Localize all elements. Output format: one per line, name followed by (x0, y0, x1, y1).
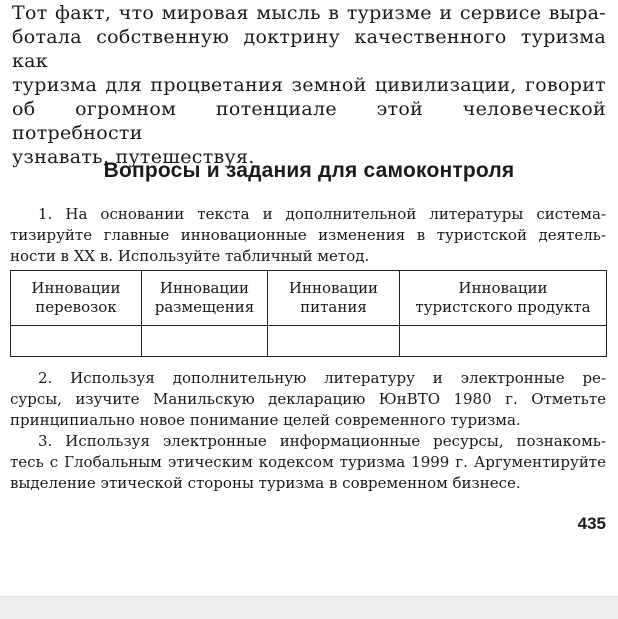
table-header-cell (268, 271, 400, 326)
table-header-row (11, 271, 607, 326)
intro-line: об огромном потенциале этой человеческой потребности (12, 98, 606, 144)
task-1 (10, 204, 606, 267)
task-line: принципиально новое понимание целей современного туризма. (10, 411, 521, 429)
section-heading: Вопросы и задания для самоконтроля (103, 159, 515, 182)
table-cell (400, 326, 607, 357)
page-number: 435 (577, 514, 606, 533)
header-text: питания (300, 298, 367, 316)
table-header-cell (11, 271, 142, 326)
task-line: 1. На основании текста и дополнительной литературы система- (38, 205, 606, 223)
task-line: ности в XX в. Используйте табличный метод. (10, 247, 370, 265)
header-text: Инновации (458, 279, 548, 297)
intro-line: Тот факт, что мировая мысль в туризме и сервисе выра- (12, 2, 606, 24)
task-line: сурсы, изучите Манильскую декларацию ЮнВТО 1980 г. Отметьте (10, 390, 606, 408)
intro-line: туризма для процветания земной цивилизации, говорит (12, 74, 606, 96)
task-line: тизируйте главные инновационные изменения в туристской деятель- (10, 226, 606, 244)
task-line: тесь с Глобальным этическим кодексом туризма 1999 г. Аргументируйте (10, 453, 606, 471)
intro-paragraph (12, 1, 606, 169)
task-2 (10, 368, 606, 431)
intro-line: ботала собственную доктрину качественного туризма как (12, 26, 606, 72)
table-cell (142, 326, 268, 357)
header-text: перевозок (35, 298, 117, 316)
header-text: Инновации (31, 279, 121, 297)
task-3 (10, 431, 606, 494)
header-text: Инновации (288, 279, 379, 297)
header-text: размещения (154, 298, 255, 316)
innovations-table (10, 270, 607, 357)
table-header-cell (400, 271, 607, 326)
table-header-cell (142, 271, 268, 326)
table-row (11, 326, 607, 357)
header-text: туристского продукта (415, 298, 591, 316)
table-cell (268, 326, 400, 357)
intro-line: узнавать, путешествуя. (12, 146, 255, 168)
task-line: выделение этической стороны туризма в современном бизнесе. (10, 474, 521, 492)
task-line: 2. Используя дополнительную литературу и электронные ре- (38, 369, 606, 387)
viewer-bottom-bar (0, 596, 618, 619)
header-text: Инновации (159, 279, 250, 297)
task-line: 3. Используя электронные информационные ресурсы, познакомь- (38, 432, 606, 450)
table-cell (11, 326, 142, 357)
